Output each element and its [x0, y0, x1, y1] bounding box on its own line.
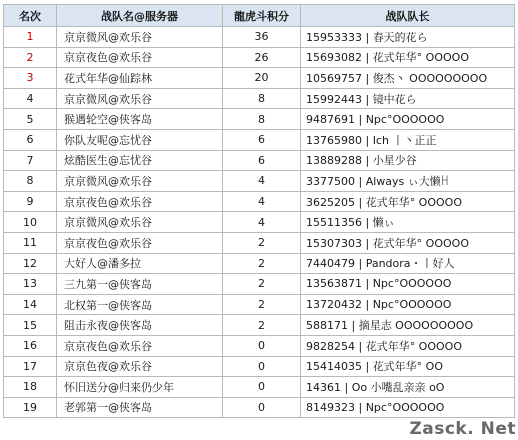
table-row [4, 88, 515, 109]
table-body [4, 27, 515, 418]
team-server-cell: 三九第一@侠客岛 [57, 274, 223, 295]
team-leader-cell: 13720432 | Npc°OOOOOO [301, 294, 515, 315]
team-server-cell: 老郭第一@侠客岛 [57, 397, 223, 418]
points-cell: 0 [223, 377, 301, 398]
table-row [4, 335, 515, 356]
team-leader-cell: 15414035 | 花式年华° OO [301, 356, 515, 377]
points-cell: 4 [223, 212, 301, 233]
team-leader-cell: 10569757 | 俊杰丶 OOOOOOOOO [301, 68, 515, 89]
rank-cell: 5 [4, 109, 57, 130]
rank-cell: 8 [4, 171, 57, 192]
header-rank: 名次 [4, 5, 57, 27]
rank-cell: 4 [4, 88, 57, 109]
table-row [4, 253, 515, 274]
team-leader-cell: 15992443 | 镜中花ら [301, 88, 515, 109]
team-leader-cell: 9828254 | 花式年华° OOOOO [301, 335, 515, 356]
rank-cell: 6 [4, 129, 57, 150]
points-cell: 2 [223, 274, 301, 295]
team-leader-cell: 13889288 | 小星少谷 [301, 150, 515, 171]
team-leader-cell: 8149323 | Npc°OOOOOO [301, 397, 515, 418]
table-row [4, 150, 515, 171]
rank-cell: 1 [4, 27, 57, 48]
team-leader-cell: 15693082 | 花式年华° OOOOO [301, 47, 515, 68]
header-team-server: 战队名@服务器 [57, 5, 223, 27]
rank-cell: 10 [4, 212, 57, 233]
team-server-cell: 猴遇轮空@侠客岛 [57, 109, 223, 130]
rank-cell: 13 [4, 274, 57, 295]
rank-cell: 12 [4, 253, 57, 274]
team-server-cell: 京京夜色@欢乐谷 [57, 335, 223, 356]
rank-cell: 9 [4, 191, 57, 212]
team-server-cell: 京京色夜@欢乐谷 [57, 356, 223, 377]
team-leader-cell: 13765980 | Ich 丨丶正正 [301, 129, 515, 150]
points-cell: 4 [223, 191, 301, 212]
header-row [4, 5, 515, 27]
team-leader-cell: 588171 | 摘星志 OOOOOOOOO [301, 315, 515, 336]
team-leader-cell: 14361 | Oo 小嘴乱亲亲 oO [301, 377, 515, 398]
ranking-table [3, 4, 515, 418]
team-server-cell: 大好人@潘多拉 [57, 253, 223, 274]
table-row [4, 212, 515, 233]
team-leader-cell: 15511356 | 懒ぃ [301, 212, 515, 233]
header-team-leader: 战队队长 [301, 5, 515, 27]
team-server-cell: 阻击永夜@侠客岛 [57, 315, 223, 336]
points-cell: 4 [223, 171, 301, 192]
rank-cell: 11 [4, 232, 57, 253]
rank-cell: 19 [4, 397, 57, 418]
team-server-cell: 京京夜色@欢乐谷 [57, 232, 223, 253]
points-cell: 2 [223, 294, 301, 315]
points-cell: 0 [223, 356, 301, 377]
table-row [4, 377, 515, 398]
points-cell: 6 [223, 150, 301, 171]
watermark-logo: Zasck. Net [409, 419, 516, 439]
table-row [4, 47, 515, 68]
team-leader-cell: 9487691 | Npc°OOOOOO [301, 109, 515, 130]
points-cell: 0 [223, 397, 301, 418]
rank-cell: 2 [4, 47, 57, 68]
table-row [4, 315, 515, 336]
table-row [4, 27, 515, 48]
points-cell: 8 [223, 109, 301, 130]
points-cell: 36 [223, 27, 301, 48]
team-server-cell: 京京夜色@欢乐谷 [57, 47, 223, 68]
team-server-cell: 京京微风@欢乐谷 [57, 212, 223, 233]
table-row [4, 191, 515, 212]
team-leader-cell: 3377500 | Always ぃ大懒ꀿ [301, 171, 515, 192]
team-leader-cell: 15307303 | 花式年华° OOOOO [301, 232, 515, 253]
points-cell: 0 [223, 335, 301, 356]
points-cell: 2 [223, 232, 301, 253]
team-leader-cell: 15953333 | 春天的花ら [301, 27, 515, 48]
points-cell: 8 [223, 88, 301, 109]
points-cell: 26 [223, 47, 301, 68]
header-points: 龍虎斗积分 [223, 5, 301, 27]
points-cell: 2 [223, 253, 301, 274]
team-leader-cell: 7440479 | Pandora・丨好人 [301, 253, 515, 274]
table-header [4, 5, 515, 27]
team-server-cell: 京京夜色@欢乐谷 [57, 191, 223, 212]
team-server-cell: 花式年华@仙踪林 [57, 68, 223, 89]
team-server-cell: 你队友呢@忘忧谷 [57, 129, 223, 150]
points-cell: 2 [223, 315, 301, 336]
team-server-cell: 京京微风@欢乐谷 [57, 171, 223, 192]
table-row [4, 274, 515, 295]
table-row [4, 129, 515, 150]
rank-cell: 15 [4, 315, 57, 336]
team-leader-cell: 3625205 | 花式年华° OOOOO [301, 191, 515, 212]
rank-cell: 17 [4, 356, 57, 377]
points-cell: 20 [223, 68, 301, 89]
table-row [4, 356, 515, 377]
team-server-cell: 北权第一@侠客岛 [57, 294, 223, 315]
ranking-table-container [3, 4, 515, 418]
table-row [4, 109, 515, 130]
table-row [4, 171, 515, 192]
team-server-cell: 炫酷医生@忘忧谷 [57, 150, 223, 171]
rank-cell: 18 [4, 377, 57, 398]
team-server-cell: 怀旧送分@归来仍少年 [57, 377, 223, 398]
team-server-cell: 京京微风@欢乐谷 [57, 27, 223, 48]
table-row [4, 397, 515, 418]
team-server-cell: 京京微风@欢乐谷 [57, 88, 223, 109]
team-leader-cell: 13563871 | Npc°OOOOOO [301, 274, 515, 295]
rank-cell: 16 [4, 335, 57, 356]
points-cell: 6 [223, 129, 301, 150]
table-row [4, 232, 515, 253]
rank-cell: 3 [4, 68, 57, 89]
table-row [4, 68, 515, 89]
rank-cell: 7 [4, 150, 57, 171]
rank-cell: 14 [4, 294, 57, 315]
table-row [4, 294, 515, 315]
